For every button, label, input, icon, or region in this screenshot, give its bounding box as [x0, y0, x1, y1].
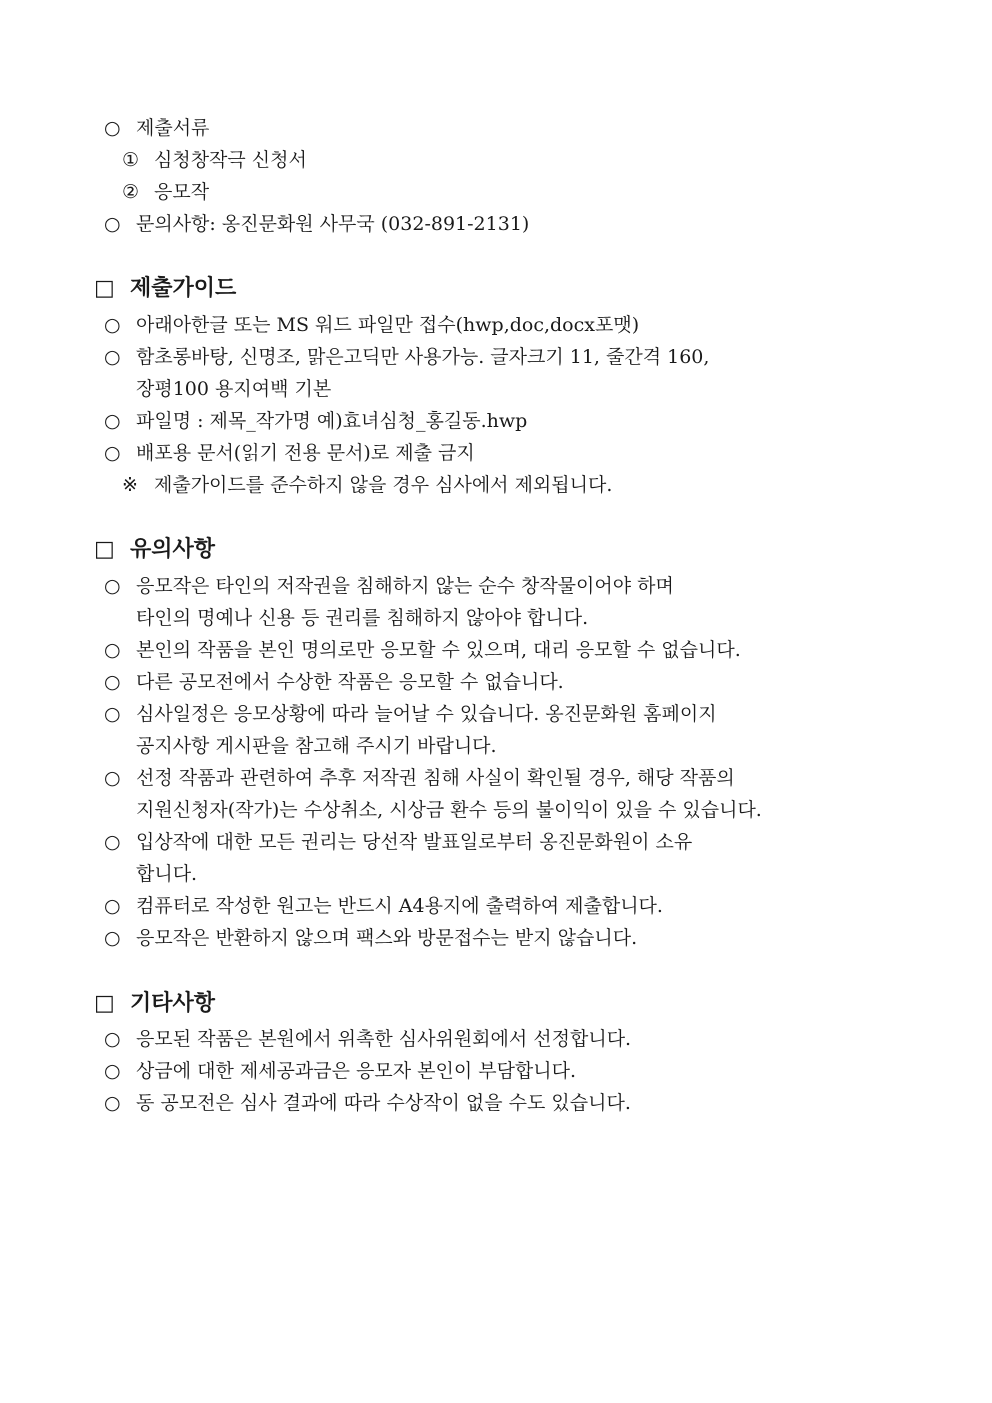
number-1: ① — [122, 149, 140, 171]
bullet-text: 다른 공모전에서 수상한 작품은 응모할 수 없습니다. — [136, 671, 564, 693]
bullet-item — [104, 573, 674, 599]
bullet-item — [104, 211, 529, 237]
bullet-item — [104, 669, 564, 695]
box-bullet-icon: □ — [94, 991, 115, 1016]
bullet-item — [104, 1026, 631, 1052]
bullet-item — [104, 1058, 576, 1084]
inquiry-text: 문의사항: 옹진문화원 사무국 (032-891-2131) — [136, 213, 530, 235]
doc-item-text: 응모작 — [154, 181, 210, 203]
bullet-text: 응모된 작품은 본원에서 위촉한 심사위원회에서 선정합니다. — [136, 1028, 632, 1050]
circle-bullet-icon: ○ — [104, 442, 121, 464]
bullet-item — [104, 312, 639, 338]
box-bullet-icon: □ — [94, 537, 115, 562]
circle-bullet-icon: ○ — [104, 213, 121, 235]
bullet-text: 동 공모전은 심사 결과에 따라 수상작이 없을 수도 있습니다. — [136, 1092, 631, 1114]
caution-title: 유의사항 — [130, 537, 216, 562]
guide-title: 제출가이드 — [130, 276, 237, 301]
circle-bullet-icon: ○ — [104, 117, 121, 139]
continuation-line: 공지사항 게시판을 참고해 주시기 바랍니다. — [136, 735, 497, 757]
circle-bullet-icon: ○ — [104, 1092, 121, 1114]
section-heading-caution — [94, 535, 215, 565]
bullet-item — [104, 637, 741, 663]
circle-bullet-icon: ○ — [104, 831, 121, 853]
bullet-item — [104, 115, 209, 141]
bullet-text: 본인의 작품을 본인 명의로만 응모할 수 있으며, 대리 응모할 수 없습니다. — [136, 639, 741, 661]
box-bullet-icon: □ — [94, 276, 115, 301]
note-text: 제출가이드를 준수하지 않을 경우 심사에서 제외됩니다. — [154, 474, 613, 496]
bullet-text: 입상작에 대한 모든 권리는 당선작 발표일로부터 옹진문화원이 소유 — [136, 831, 693, 853]
bullet-item — [104, 701, 717, 727]
continuation-line: 장평100 용지여백 기본 — [136, 378, 332, 400]
bullet-text: 선정 작품과 관련하여 추후 저작권 침해 사실이 확인될 경우, 해당 작품의 — [136, 767, 735, 789]
circle-bullet-icon: ○ — [104, 575, 121, 597]
bullet-item — [104, 1090, 631, 1116]
circle-bullet-icon: ○ — [104, 346, 121, 368]
circle-bullet-icon: ○ — [104, 767, 121, 789]
bullet-item — [104, 408, 527, 434]
circle-bullet-icon: ○ — [104, 703, 121, 725]
section-heading-etc — [94, 989, 215, 1019]
continuation-line: 지원신청자(작가)는 수상취소, 시상금 환수 등의 불이익이 있을 수 있습니다. — [136, 799, 762, 821]
bullet-text: 상금에 대한 제세공과금은 응모자 본인이 부담합니다. — [136, 1060, 577, 1082]
bullet-item — [104, 344, 709, 370]
bullet-text: 배포용 문서(읽기 전용 문서)로 제출 금지 — [136, 442, 475, 464]
continuation-line: 타인의 명예나 신용 등 권리를 침해하지 않아야 합니다. — [136, 607, 589, 629]
circle-bullet-icon: ○ — [104, 639, 121, 661]
numbered-item — [122, 179, 209, 205]
etc-title: 기타사항 — [130, 991, 216, 1016]
docs-label: 제출서류 — [136, 117, 210, 139]
bullet-item — [104, 440, 475, 466]
continuation-line: 합니다. — [136, 863, 198, 885]
number-2: ② — [122, 181, 140, 203]
circle-bullet-icon: ○ — [104, 671, 121, 693]
reference-mark-icon: ※ — [122, 474, 138, 496]
circle-bullet-icon: ○ — [104, 927, 121, 949]
bullet-text: 심사일정은 응모상황에 따라 늘어날 수 있습니다. 옹진문화원 홈페이지 — [136, 703, 717, 725]
bullet-text: 컴퓨터로 작성한 원고는 반드시 A4용지에 출력하여 제출합니다. — [136, 895, 663, 917]
bullet-item — [104, 765, 735, 791]
doc-item-text: 심청창작극 신청서 — [154, 149, 307, 171]
bullet-text: 파일명 : 제목_작가명 예)효녀심청_홍길동.hwp — [136, 410, 528, 432]
bullet-text: 아래아한글 또는 MS 워드 파일만 접수(hwp,doc,docx포맷) — [136, 314, 640, 336]
bullet-text: 응모작은 반환하지 않으며 팩스와 방문접수는 받지 않습니다. — [136, 927, 638, 949]
bullet-item — [104, 829, 692, 855]
numbered-item — [122, 147, 307, 173]
circle-bullet-icon: ○ — [104, 1060, 121, 1082]
note-line — [122, 472, 612, 498]
bullet-text: 함초롱바탕, 신명조, 맑은고딕만 사용가능. 글자크기 11, 줄간격 160, — [136, 346, 710, 368]
circle-bullet-icon: ○ — [104, 1028, 121, 1050]
section-heading-guide — [94, 274, 236, 304]
circle-bullet-icon: ○ — [104, 895, 121, 917]
bullet-item — [104, 925, 637, 951]
bullet-item — [104, 893, 663, 919]
circle-bullet-icon: ○ — [104, 314, 121, 336]
bullet-text: 응모작은 타인의 저작권을 침해하지 않는 순수 창작물이어야 하며 — [136, 575, 674, 597]
circle-bullet-icon: ○ — [104, 410, 121, 432]
